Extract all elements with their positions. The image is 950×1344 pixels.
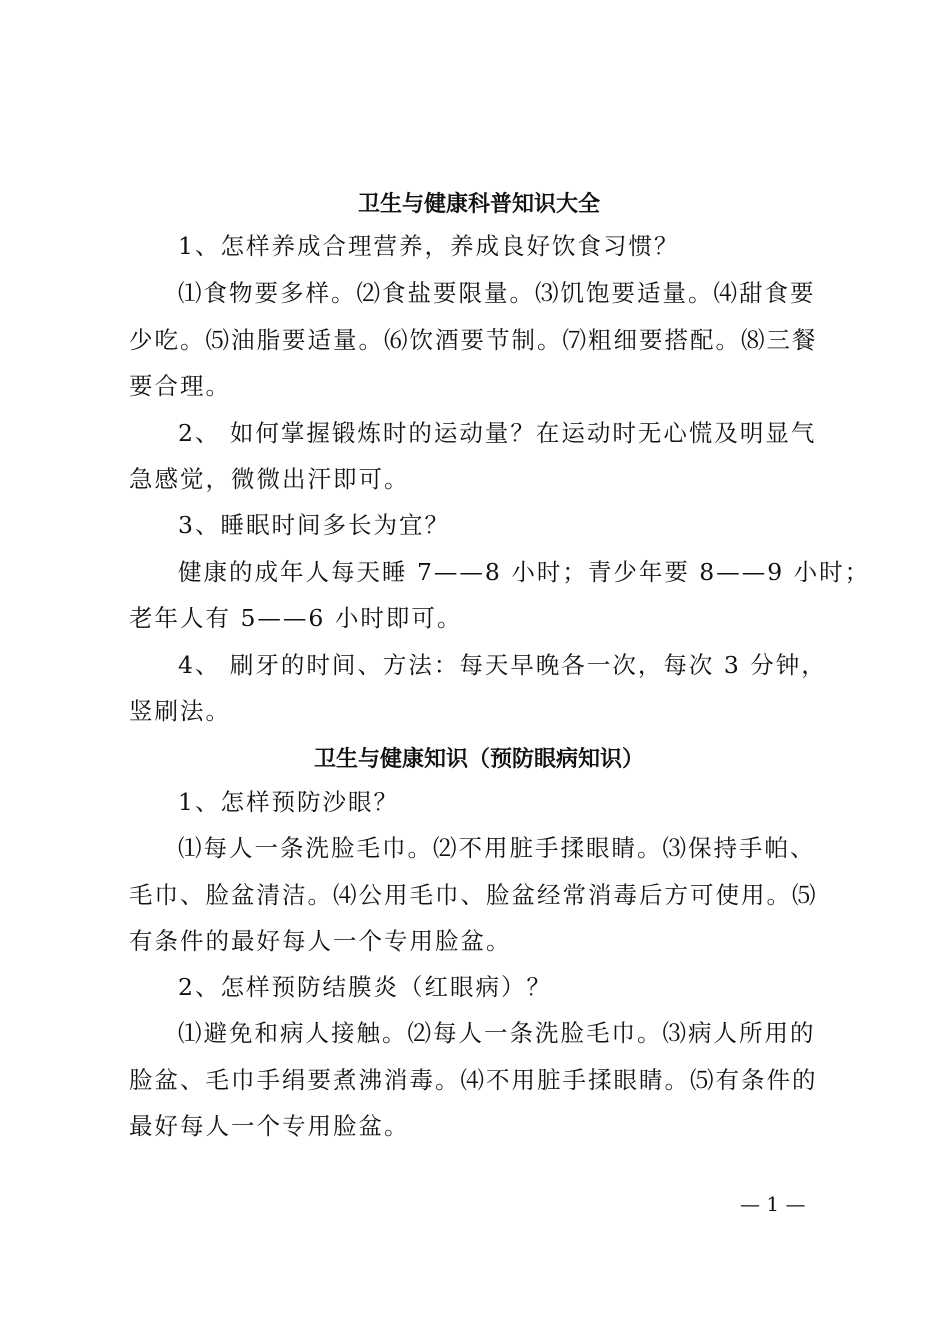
answer-3-line-2: 老年人有 5——6 小时即可。 (129, 604, 463, 632)
eye-answer-1-line-3: 有条件的最好每人一个专用脸盆。 (129, 927, 512, 955)
question-2-line-1: 2、 如何掌握锻炼时的运动量？在运动时无心慌及明显气 (178, 419, 817, 447)
question-4-line-2: 竖刷法。 (129, 697, 231, 725)
doc-title: 卫生与健康科普知识大全 (357, 191, 600, 217)
eye-answer-2-line-3: 最好每人一个专用脸盆。 (129, 1112, 410, 1140)
question-2-line-2: 急感觉，微微出汗即可。 (129, 465, 410, 493)
eye-answer-2-line-2: 脸盆、毛巾手绢要煮沸消毒。⑷不用脏手揉眼睛。⑸有条件的 (129, 1066, 818, 1094)
page-number: — 1 — (740, 1192, 806, 1216)
answer-3-line-1: 健康的成年人每天睡 7——8 小时；青少年要 8——9 小时； (178, 558, 871, 586)
eye-question-1: 1、怎样预防沙眼？ (178, 788, 399, 816)
eye-answer-2-line-1: ⑴避免和病人接触。⑵每人一条洗脸毛巾。⑶病人所用的 (178, 1019, 816, 1047)
answer-1-line-2: 少吃。⑸油脂要适量。⑹饮酒要节制。⑺粗细要搭配。⑻三餐 (129, 326, 818, 354)
question-4-line-1: 4、 刷牙的时间、方法：每天早晚各一次，每次 3 分钟， (178, 651, 827, 679)
eye-question-2: 2、怎样预防结膜炎（红眼病）？ (178, 973, 552, 1001)
question-3: 3、睡眠时间多长为宜？ (178, 511, 450, 539)
answer-1-line-1: ⑴食物要多样。⑵食盐要限量。⑶饥饱要适量。⑷甜食要 (178, 279, 816, 307)
eye-answer-1-line-2: 毛巾、脸盆清洁。⑷公用毛巾、脸盆经常消毒后方可使用。⑸ (129, 881, 818, 909)
section-title-eye-disease: 卫生与健康知识（预防眼病知识） (313, 746, 644, 772)
answer-1-line-3: 要合理。 (129, 372, 231, 400)
eye-answer-1-line-1: ⑴每人一条洗脸毛巾。⑵不用脏手揉眼睛。⑶保持手帕、 (178, 834, 816, 862)
question-1: 1、怎样养成合理营养，养成良好饮食习惯？ (178, 232, 680, 260)
